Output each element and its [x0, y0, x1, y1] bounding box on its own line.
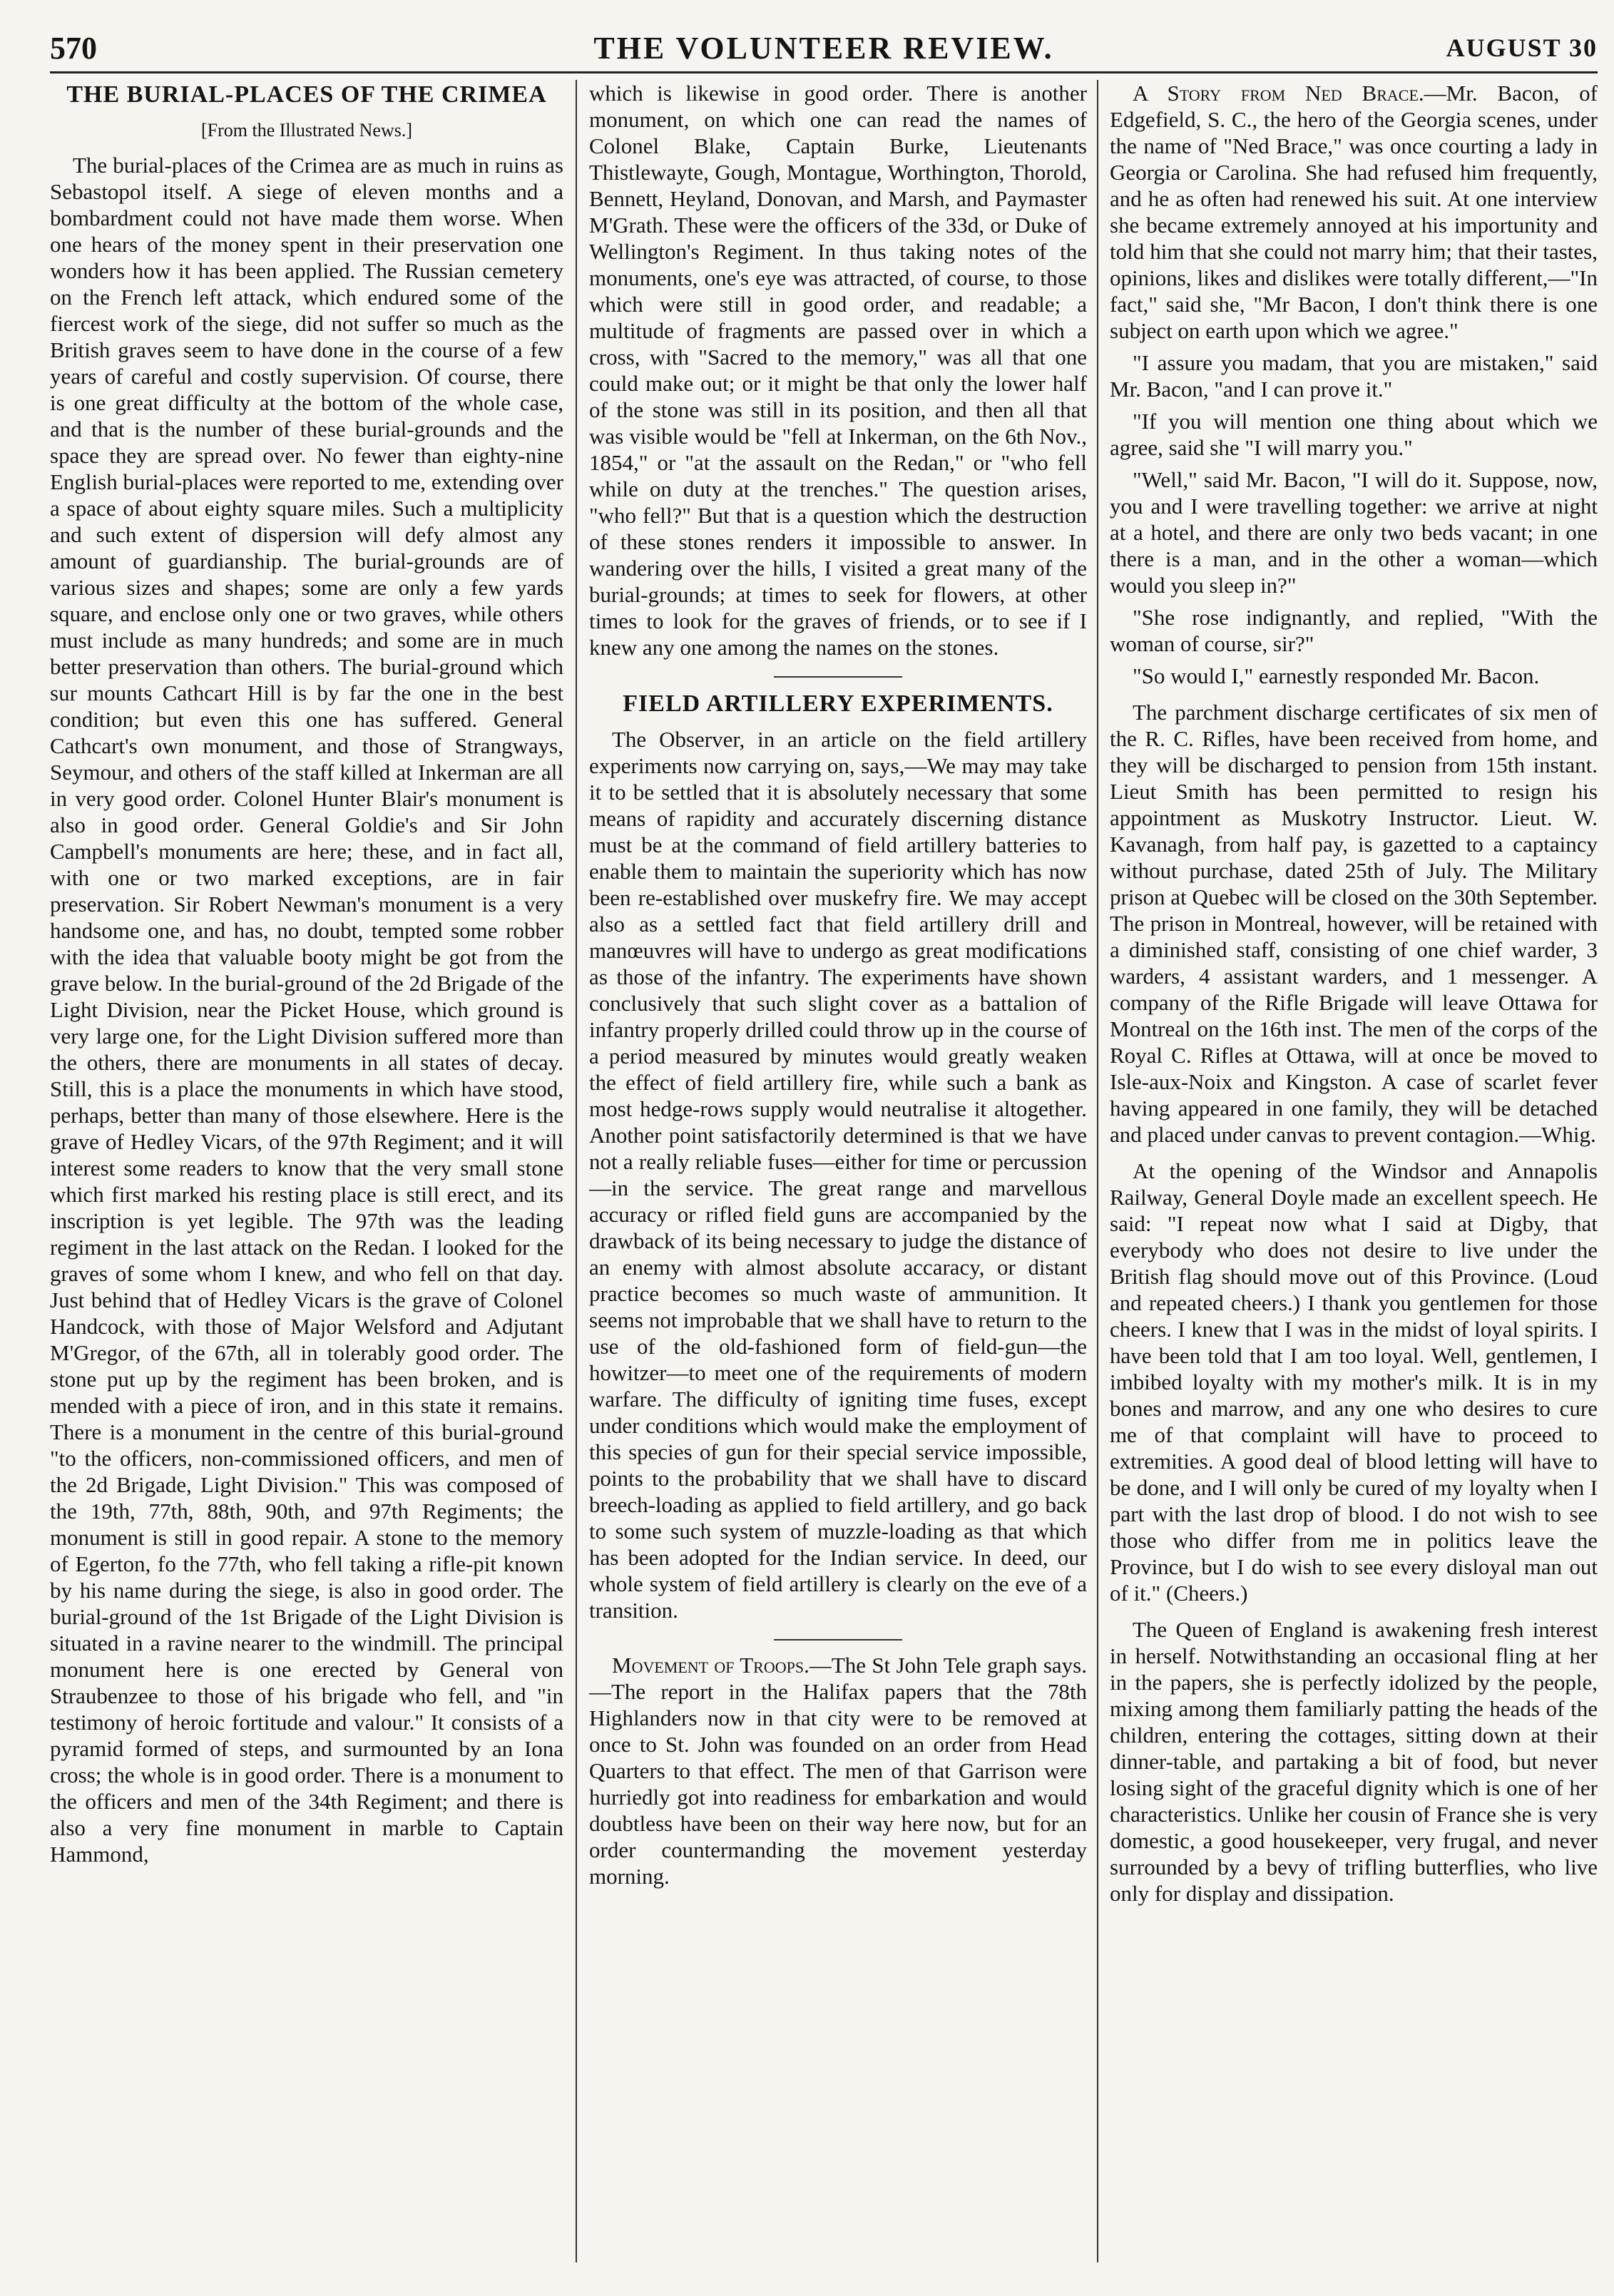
- movement-lead: Movement of Troops.: [612, 1653, 809, 1678]
- story-paragraph: "So would I," earnestly responded Mr. Bacon.: [1133, 663, 1540, 688]
- story-paragraph: "Well," said Mr. Bacon, "I will do it. Suppose, now, you and I were travelling together: we arrive at night at a hotel, and there are only two beds vacant; in one there is a man, and in the other a woman—which would you sleep in?": [1110, 467, 1598, 598]
- doyle-speech-paragraph: At the opening of the Windsor and Annapolis Railway, General Doyle made an excellent speech. He said: "I repeat now what I said at Digby, that everybody who does not desire to live under the British flag should move out of this Province. (Loud and repeated cheers.) I thank you gentlemen for those cheers. I knew that I was in the midst of loyal spirits. I have been told that I am too loyal. Well, gentlemen, I imbibed loyalty with my mother's milk. It is in my bones and marrow, and any one who desires to cure me of that complaint will have to proceed to extremities. A good deal of blood letting will have to be done, and I will only be cured of my loyalty when I part with the last drop of blood. I do not wish to see those who differ from me in politics leave the Province, but I do wish to see every disloyal man out of it." (Cheers.): [1110, 1158, 1598, 1606]
- column-3: [1110, 80, 1598, 2262]
- article-paragraph: The burial-places of the Crimea are as much in ruins as Sebastopol itself. A siege of eleven months and a bombardment could not have made them worse. When one hears of the money spent in their preservation one wonders how it has been applied. The Russian cemetery on the French left attack, which endured some of the fiercest work of the siege, did not suffer so much as the British graves seem to have done in the course of a few years of careful and costly supervision. Of course, there is one great difficulty at the bottom of the whole case, and that is the number of these burial-grounds and the space they are spread over. No fewer than eighty-nine English burial-places were reported to me, extending over a space of about eighty square miles. Such a multiplicity and such extent of dispersion will defy almost any amount of guardianship. The burial-grounds are of various sizes and shapes; some are only a few yards square, and enclose only one or two graves, while others must include as many hundreds; and some are in much better preservation than others. The burial-ground which sur mounts Cathcart Hill is by far the one in the best condition; but even this one has suffered. General Cathcart's own monument, and those of Strangways, Seymour, and others of the staff killed at Inkerman are all in very good order. Colonel Hunter Blair's monument is also in good order. General Goldie's and Sir John Campbell's monuments are here; these, and in fact all, with one or two marked exceptions, are in fair preservation. Sir Robert Newman's monument is a very handsome one, and has, no doubt, tempted some robber with the idea that valuable booty might be got from the grave below. In the burial-ground of the 2d Brigade of the Light Division, near the Picket House, which ground is very large one, for the Light Division suffered more than the others, there are monuments in all states of decay. Still, this is a place the monuments in which have stood, perhaps, better than many of those elsewhere. Here is the grave of Hedley Vicars, of the 97th Regiment; and it will interest some readers to know that the very small stone which first marked his resting place is still erect, and its inscription is yet legible. The 97th was the leading regiment in the last attack on the Redan. I looked for the graves of some whom I knew, and who fell on that day. Just behind that of Hedley Vicars is the grave of Colonel Handcock, with those of Major Welsford and Adjutant M'Gregor, of the 67th, all in tolerably good order. The stone put up by the regiment has been broken, and is mended with a piece of iron, and in this state it remains. There is a monument in the centre of this burial-ground "to the officers, non-commissioned officers, and men of the 2d Brigade, Light Division." This was composed of the 19th, 77th, 88th, 90th, and 97th Regiments; the monument is still in good repair. A stone to the memory of Egerton, fo the 77th, who fell taking a rifle-pit known by his name during the siege, is also in good order. The burial-ground of the 1st Brigade of the Light Division is situated in a ravine nearer to the windmill. The principal monument here is one erected by General von Straubenzee to those of his brigade who fell, and "in testimony of heroic fortitude and valour." It consists of a pyramid formed of steps, and surmounted by an Iona cross; the whole is in good order. There is a monument to the officers and men of the 34th Regiment; and there is also a very fine monument in marble to Captain Hammond,: [50, 153, 563, 1867]
- column-divider: [576, 80, 577, 2262]
- story-paragraph: "She rose indignantly, and replied, "With the woman of course, sir?": [1110, 605, 1598, 656]
- article-source: [From the Illustrated News.]: [200, 120, 413, 141]
- publication-title: THE VOLUNTEER REVIEW.: [593, 31, 1054, 66]
- article-continuation: which is likewise in good order. There is another monument, on which one can read the names of Colonel Blake, Captain Burke, Lieutenants Thistlewayte, Gough, Montague, Worthington, Thorold, Bennett, Heyland, Donovan, and Marsh, and Paymaster M'Grath. These were the officers of the 33d, or Duke of Wellington's Regiment. In thus taking notes of the monuments, one's eye was attracted, of course, to those which were still in good order, and readable; a multitude of fragments are passed over in which a cross, with "Sacred to the memory," was all that one could make out; or it might be that only the lower half of the stone was still in its position, and then all that was visible would be "fell at Inkerman, on the 6th Nov., 1854," or "at the assault on the Redan," or "who fell while on duty at the trenches." The question arises, "who fell?" But that is a question which the destruction of these stones renders it impossible to answer. In wandering over the hills, I visited a great many of the burial-grounds; at times to seek for flowers, at other times to look for the graves of friends, or to see if I knew any one among the names on the stones.: [589, 81, 1087, 660]
- section-divider: [774, 1639, 902, 1641]
- article-title-artillery: FIELD ARTILLERY EXPERIMENTS.: [623, 690, 1053, 717]
- paragraph-gap: [1110, 1148, 1598, 1158]
- page-number: 570: [50, 31, 97, 66]
- movement-paragraph: [589, 1652, 1087, 1889]
- column-1: [50, 80, 563, 2262]
- section-divider: [774, 676, 902, 678]
- paragraph-gap: [1110, 1606, 1598, 1616]
- story-text: —Mr. Bacon, of Edgefield, S. C., the hero of the Georgia scenes, under the name of "Ned Brace," was once courting a lady in Georgia or Carolina. She had refused him frequently, and he as often had renewed his suit. At one interview she became extremely annoyed at his importunity and told him that she could not marry him; that their tastes, opinions, likes and dislikes were totally different,—"In fact," said she, "Mr Bacon, I don't think there is one subject on earth upon which we agree.": [1110, 81, 1598, 343]
- paragraph-gap: [1110, 689, 1598, 699]
- military-news-paragraph: The parchment discharge certificates of six men of the R. C. Rifles, have been received from home, and they will be discharged to pension from 15th instant. Lieut Smith has been permitted to resign his appointment as Muskotry Instructor. Lieut. W. Kavanagh, from half pay, is gazetted to a captaincy without purchase, dated 25th of July. The Military prison at Quebec will be closed on the 30th September. The prison in Montreal, however, will be retained with a diminished staff, consisting of one chief warder, 3 warders, 4 assistant warders, and 1 messenger. A company of the Rifle Brigade will leave Ottawa for Montreal on the 16th inst. The men of the corps of the Royal C. Rifles at Ottawa, will at once be moved to Isle-aux-Noix and Kingston. A case of scarlet fever having appeared in one family, they will be detached and placed under canvas to prevent contagion.—Whig.: [1110, 700, 1598, 1147]
- story-lead: A Story from Ned Brace.: [1133, 81, 1424, 106]
- page-header: [50, 26, 1598, 73]
- column-2: [589, 80, 1087, 2262]
- article-title-crimea: THE BURIAL-PLACES OF THE CRIMEA: [66, 81, 547, 108]
- column-divider: [1097, 80, 1098, 2262]
- story-paragraph: "I assure you madam, that you are mistaken," said Mr. Bacon, "and I can prove it.": [1110, 350, 1598, 402]
- story-paragraph: "If you will mention one thing about which we agree, said she "I will marry you.": [1110, 409, 1598, 460]
- issue-date: AUGUST 30: [1446, 34, 1598, 62]
- queen-paragraph: The Queen of England is awakening fresh interest in herself. Notwithstanding an occasional fling at her in the papers, she is perfectly idolized by the people, mixing among them familiarly patting the heads of the children, entering the cottages, sitting down at their dinner-table, and partaking a bit of food, but never losing sight of the graceful dignity which is one of her characteristics. Unlike her cousin of France she is very domestic, a good housekeeper, very frugal, and never surrounded by a bevy of trifling butterflies, who live only for display and dissipation.: [1110, 1617, 1598, 1906]
- article-paragraph: The Observer, in an article on the field artillery experiments now carrying on, says,—We may may take it to be settled that it is absolutely necessary that some means of rapidity and accurately discerning distance must be at the command of field artillery batteries to enable them to maintain the superiority which has now been re-established over muskefry fire. We may accept also as a settled fact that field artillery drill and manœuvres will have to undergo as great modifications as those of the infantry. The experiments have shown conclusively that such slight cover as a battalion of infantry properly drilled could throw up in the course of a period measured by minutes would greatly weaken the effect of field artillery fire, while such a bank as most hedge-rows supply would neutralise it altogether. Another point satisfactorily determined is that we have not a really reliable fuses—either for time or percussion—in the service. The great range and marvellous accuracy or rifled field guns are accompanied by the drawback of its being necessary to judge the distance of an enemy with almost absolute accaracy, or distant practice becomes so much waste of ammunition. It seems not improbable that we shall have to return to the use of the old-fashioned form of field-gun—the howitzer—to meet one of the requirements of modern warfare. The difficulty of igniting time fuses, except under conditions which would make the employment of this species of gun for their special service impossible, points to the probability that we shall have to discard breech-loading as applied to field artillery, and go back to some such system of muzzle-loading as that which has been adopted for the Indian service. In deed, our whole system of field artillery is clearly on the eve of a transition.: [589, 727, 1087, 1623]
- movement-text: —The St John Tele graph says.—The report in the Halifax papers that the 78th Highlanders now in that city were to be removed at once to St. John was founded on an order from Head Quarters to that effect. The men of that Garrison were hurriedly got into readiness for embarkation and would doubtless have been on their way here now, but for an order countermanding the movement yesterday morning.: [589, 1653, 1087, 1889]
- story-paragraph: [1110, 80, 1598, 344]
